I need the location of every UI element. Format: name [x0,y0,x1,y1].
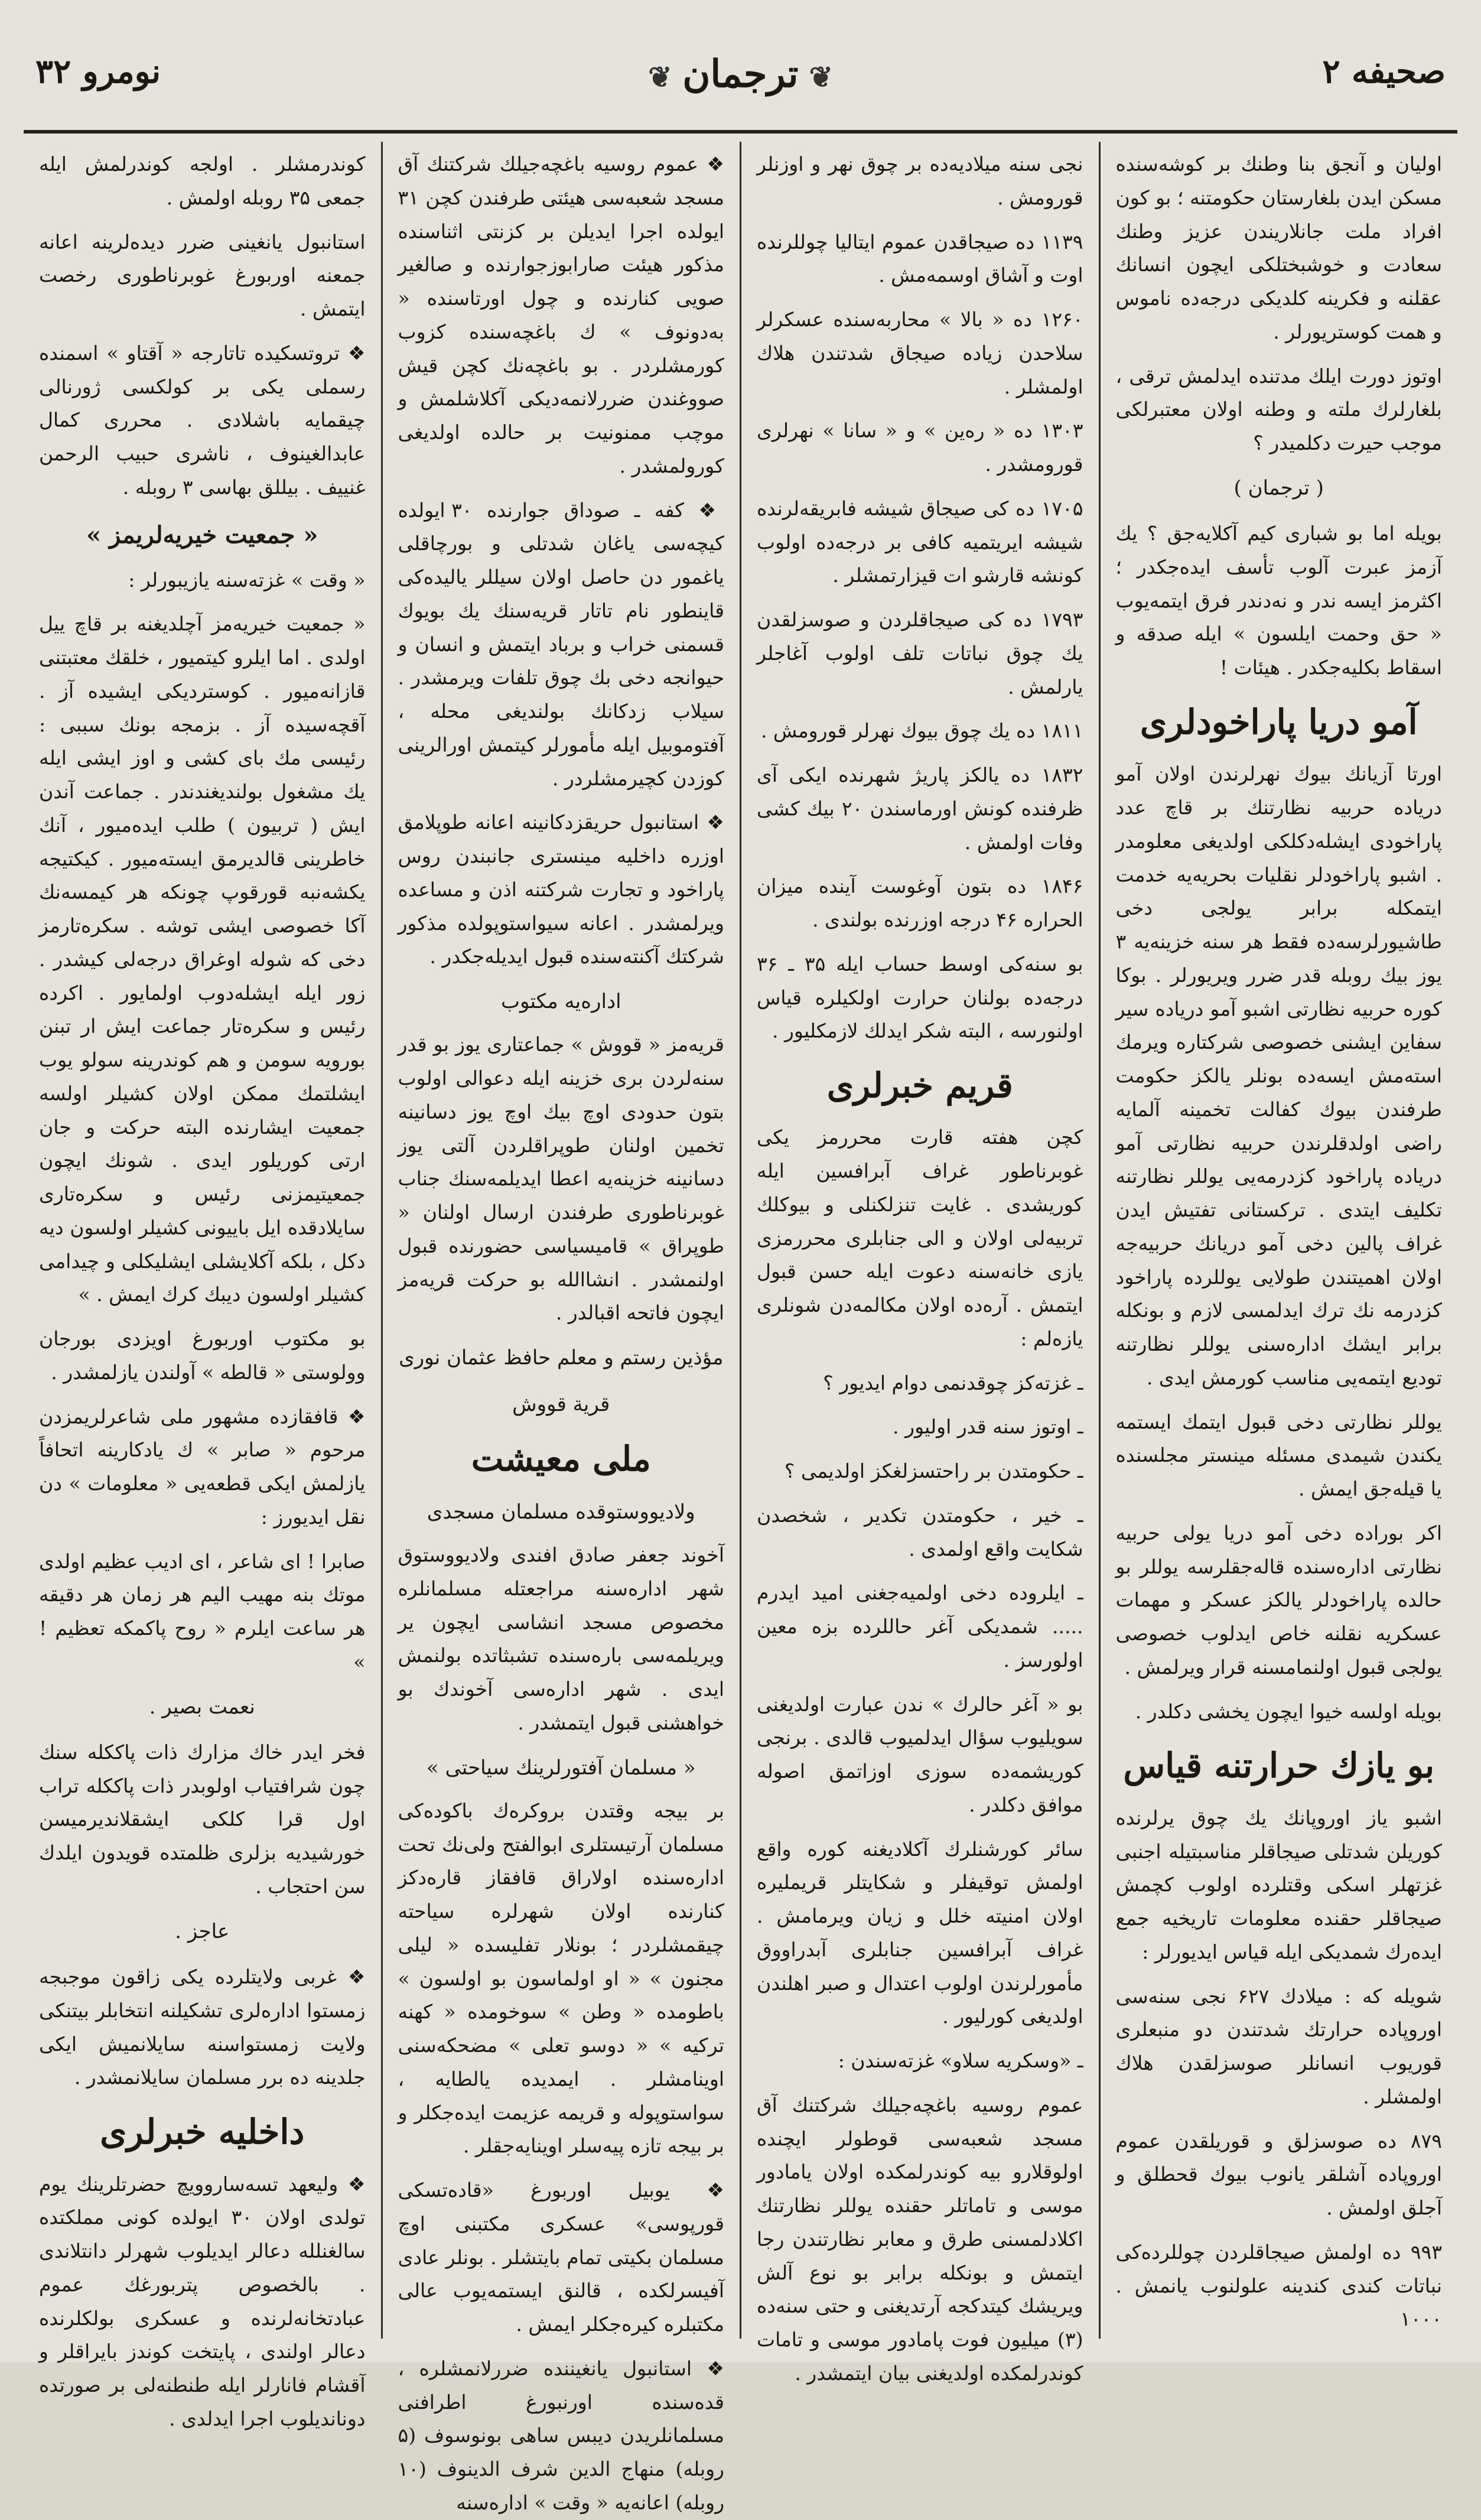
sub-heading: ادارەیه مکتوب [500,990,621,1013]
ornament-icon: ❦ [809,61,833,94]
paragraph: بویله اما بو شباری کیم آکلایەجق ؟ یك آزمز عبرت آلوب تأسف ایدەجکدر ؛ اکثرمز ایسه ندر و نەدندر فرق ایتمەیوب « حق وحمت ایلسون » ایله صدقه و اسقاط بکلیەجکدر . هیئات ! [1115,522,1442,679]
paragraph: اورتا آزیانك بیوك نهرلرندن اولان آمو دریادە حربیه نظارتنك بر قاچ عدد پاراخودی ایشلەدکلکی اولدیغی معلومدر . اشبو پاراخودلر نقلیات بحریه‌یه خدمت ایتمکله برابر یولجی دخی طاشیورلرسەده فقط هر سنه خزینه‌یه ۳ یوز بیك روبله قدر ضرر ویریورلر . بوکا کوره حربیه نظارتی اشبو آمو دریادە سیر سفاین ایشنی خصوصی شرکتاره ویرمك استەمش ایسەده بونلر یالکز حکومت طرفندن بیوك کفالت تخمینه آلمایه راضی اولدقلرندن حربیه نظارتی آمو دریاده پاراخود کزدرمەیی یوللر نظارتنه تکلیف ایتدی . ترکستانی تفتیش ایدن غراف پالین دخی آمو دریانك حربیەجه اولان اهمیتندن طولایی یوللرده پاراخود کزدرمه نك ترك ایدلمسی لازم و بونکله برابر ایشك ادارەسنی یوللر نظارتنه تودیع ایتمەیی مناسب کورمش ایدی . [1115,762,1442,1389]
paragraph: ۱۷۹۳ ده کی صیجاقلردن و صوسزلقدن یك چوق نباتات تلف اولوب آغاجلر یارلمش . [757,608,1083,698]
paragraph: نجی سنه میلادیەده بر چوق نهر و اوزنلر قورومش . [757,152,1083,209]
paragraph: شویله که : میلادك ۶۲۷ نجی سنه‌سی اوروپاده حرارتك شدتندن دو منبعلری قوریوب انسانلر صوسزلقدن هلاك اولمشلر . [1115,1984,1442,2108]
paragraph: ❖ ولیعهد تسەساروویچ حضرتلرینك یوم تولدی اولان ۳۰ ایولده کونی مملکتده سالغنلله دعالر ایدیلوب شهرلر دانتلاندی . بالخصوص پتربورغك عموم عبادتخانەلرنده و عسکری بولکلرنده دعالر اولندی ، پایتخت کوندز بایراقلر و آقشام فانارلر ایله طنطنه‌لی بر صورتده دوناندیلوب اجرا ایدلدی . [39,2172,366,2430]
paragraph: ۸۷۹ ده صوسزلق و قوریلقدن عموم اوروپاده آشلقر یانوب بیوك قحطلق و آجلق اولمش . [1115,2129,1442,2219]
paragraph: ـ حکومتدن بر راحتسزلغکز اولدیمی ؟ [784,1459,1083,1483]
signature: ( ترجمان ) [1233,476,1324,500]
sub-heading: « مسلمان آفتورلرینك سیاحتی » [426,1755,696,1780]
paragraph: صابرا ! ای شاعر ، ای ادیب عظیم اولدی موتك بنه مهیب الیم هر زمان هر دقیقه هر ساعت ایلرم « روح پاکمکه تعظیم ! » [39,1549,366,1673]
ornament-icon: ❦ [648,61,672,94]
paragraph: اکر بورادە دخی آمو دریا یولی حربیه نظارتی ادارەسنده قالەجقلرسە یوللر بو حالده پاراخودلر یالکز عسکر و مهمات عسکریه نقلنه خاص ایدلوب خصوصی یولجی قبول اولنمامسنه قرار ویرلمش . [1115,1521,1442,1679]
paragraph: کچن هفته قارت محررمز یکی غوبرناطور غراف آبرافسین ایله کوریشدی . غایت تنزلکنلی و بیوکلك تربیه‌لی اولان و الی جنابلری محررمزی یازی خانه‌سنه دعوت ایله حسن قبول ایتمش . آرەده اولان مکالمەدن شونلری یازەلم : [757,1126,1083,1350]
paragraph: ـ غزتەکز چوقدنمی دوام ایدیور ؟ [823,1371,1083,1394]
paragraph: ۱۸۳۲ ده یالکز پاریژ شهرنده ایکی آی ظرفنده کونش اورماسندن ۲۰ بیك کشی وفات اولمش . [757,763,1083,854]
paragraph: بو « آغر حالرك » ندن عبارت اولدیغنی سویلیوب سؤال ایدلمیوب قالدی . برنجی کوریشمەده سوزی اوزاتمق اصوله موافق دکلدر . [757,1692,1083,1816]
paragraph: ❖ عموم روسیه باغچەجیلك شرکتنك آق مسجد شعبه‌سی هیئتی طرفندن کچن ۳۱ ایولده اجرا ایدیلن بر کزنتی اثناسنده مذکور هیئت صارابوزجوارنده و صالغیر صویی کنارنده و چول اورتاسنده « بەدونوف » ك باغچەسندە کزوب کورمشلردر . بو باغچه‌نك کچن قیش صووغندن ضررلانمەدیکی آکلاشلمش و موچب ممنونیت بر حالده اولدیغی کورولمشدر . [398,152,724,477]
section-heading: « جمعیت خیریەلریمز » [86,521,318,549]
signature: قریة قووش [512,1392,610,1416]
paragraph: ❖ غربی ولایتلرده یکی زاقون موجبجه زمستوا ادارەلری تشکیلنه انتخابلر بیتنکی ولایت زمستواسنه سایلانمیش ایکی جلدینه ده برر مسلمان سایلانمشدر . [39,1965,366,2089]
paragraph: سائر کورشنلرك آکلادیغنه کوره واقع اولمش توقیفلر و شکایتلر قریملیره اولان امنیته خلل و زیان ویرمامش . غراف آبرافسین جنابلری آبدراووق مأمورلرندن اولوب اعتدال و صبر اهلندن اولدیغی کورلیور . [757,1837,1083,2028]
paragraph: ـ اوتوز سنه قدر اولیور . [893,1415,1083,1439]
paragraph: ۱۸۴۶ ده بتون آوغوست آینده میزان الحراره ۴۶ درجه اوزرنده بولندی . [757,874,1083,931]
signature: مؤذین رستم و معلم حافظ عثمان نوری [399,1346,724,1370]
page-number: صحیفه ۲ [1322,52,1446,91]
signature: عاجز . [175,1919,230,1943]
column-2 [740,142,1099,2385]
paragraph: بویله اولسه خیوا ایچون یخشی دکلدر . [1135,1699,1442,1723]
paragraph: ❖ یوبیل اوربورغ «قادەتسکی قورپوسی» عسکری مکتبنی اوچ مسلمان بکیتی تمام بایتشلر . بونلر عادی آفیسرلکده ، قالنق ایستمەیوب عالی مکتبلره کیرەجکلر ایمش . [398,2178,724,2336]
paragraph: « جمعیت خیریەمز آچلدیغنه بر قاچ ییل اولدی . اما ایلرو کیتمیور ، خلقك معتبتنی قازانەمیور . کوستردیکی ایشیده آز . آقچه‌سیده آز . بزمجه بونك سببی : رئیسی مك بای کشی و اوز ایشی ایله یك مشغول بولندیغندندر . جماعت آندن ایش ( تربیون ) طلب ایدەمیور ، آنك خاطرینی قالدیرمق ایستەمیور . کیکتیجه یکشەنبه قورقوپ چونکه هر کیمسەنك آکا خصوصی ایشی توشه . سکرەتارمز دخی که شوله اوغراق درجه‌لی کیشدر . زور ایله ایشلەدوب اولمایور . اکرده رئیس و سکرەتار جماعت ایش ار تبنن بورویه سومن و هم کوندرینه سولو یوب ایشلتمك ممکن اولان کشیلر اولسه جمعیت ایشارنده البته حرکت و جان ارتی کوریلور ایدی . شونك ایچون جمعیتیمزنی رئیس و سکرەتاری سایلادقده ایل باییونی کشیلر اولسون دیه دکل ، بلکه آکلایشلی ایشلیکلی و چیدامی کشیلر اولسون دیبك کرك ایمش . » [39,612,366,1306]
paragraph: فخر ایدر خاك مزارك ذات پاککله سنك چون شرافتیاب اولوبدر ذات پاککله تراب اول قرا کلکی ایشقلاندیرمیسن خورشیدیه بزلری ظلمتده قویدون ایلدك سن احتجاب . [39,1740,366,1898]
section-heading: ملی معیشت [471,1439,651,1480]
paragraph: بو سنه‌کی اوسط حساب ایله ۳۵ ـ ۳۶ درجەده بولنان حرارت اولکیلره قیاس اولنورسه ، البته شکر ایدلك لازمکلیور . [757,952,1083,1043]
paragraph: اوتوز دورت ایلك مدتنده ایدلمش ترقی ، بلغارلرك ملته و وطنه اولان معتبرلکی موجب حیرت دکلمیدر ؟ [1115,364,1442,454]
paragraph: کوندرمشلر . اولجه کوندرلمش ایله جمعی ۳۵ روبله اولمش . [39,152,366,209]
paragraph: ۱۳۰۳ ده « رەین » و « سانا » نهرلری قورومشدر . [757,419,1083,476]
section-heading: بو یازك حرارتنه قیاس [1123,1745,1435,1786]
paragraph: بر بیجه وقتدن بروکرەك باکودەکی مسلمان آرتیستلری ابوالفتح ولی‌نك تحت ادارەسنده اولاراق قافقاز قارەدکز کنارنده اولان شهرلره سیاحته چیقمشلردر ؛ بونلار تفلیسده « لیلی مجنون » « او اولماسون بو اولسون » باطومده « وطن » سوخومده « کهنه ترکیه » « دوسو تعلی » مضحکەسنی اوینامشلر . ایمدیده یالطایه ، سواستوپوله و قریمه عزیمت ایدەجکلر و بر بیجه تازه پیەسلر اوینایەجقلر . [398,1799,724,2158]
paragraph: بو مکتوب اوربورغ اویزدی بورجان وولوستی « قالطه » آولندن یازلمشدر . [39,1327,366,1384]
paragraph: ❖ تروتسکیده تاتارجه « آقتاو » اسمنده رسملی یکی بر کولکسی ژورنالی چیقمایه باشلادی . محرری کمال عابدالغینوف ، ناشری حبیب الرحمن غنییف . بیللق بهاسی ۳ روبله . [39,341,366,499]
paragraph: یوللر نظارتی دخی قبول ایتمك ایستمه یکندن شیمدی مسئله مینستر مجلسنده یا قیلەجق ایمش . [1115,1410,1442,1501]
paragraph: اشبو یاز اوروپانك یك چوق یرلرنده کوریلن شدتلی صیجاقلر مناسبتیله اجنبی غزتهلر اسکی وقتلرده اولوب کچمش صیجاقلر حقنده معلومات تاریخیه جمع ایدەرك شمدیکی ایله قیاس ایدیورلر : [1115,1806,1442,1963]
section-heading: قریم خبرلری [826,1065,1013,1105]
paragraph: عموم روسیه باغچەجیلك شرکتنك آق مسجد شعبه‌سی قوطولر ایچنده اولوقلارو بیه کوندرلمکده اولان یامادور موسی و تاماتلر حقنده یوللر نظارتنك اکلادلمسنی طرق و معابر نظارتندن رجا ایتمش و بونکله برابر بو نوع آلش ویریشك کیتدکجه آرتدیغنی و حتی سنه‌ده (۳) میلیون فوت پامادور موسی و تامات کوندرلمکده اولدیغنی بیان ایتمشدر . [757,2093,1083,2385]
paragraph: ـ خیر ، حکومتدن تکدیر ، شخصدن شکایت واقع اولمدی . [757,1503,1083,1560]
paragraph: ۱۷۰۵ ده کی صیجاق شیشه فابریقەلرنده شیشه ایریتمیه کافی بر درجەده اولوب کونشه قارشو ات قیزارتمشلر . [757,496,1083,587]
column-4 [24,142,381,2430]
paragraph: ـ ایلروده دخی اولمیەجغنی امید ایدرم ..... شمدیکی آغر حاللرده بزه معین اولورسز . [757,1581,1083,1672]
paragraph: « وقت » غزتەسنه یازیبورلر : [128,568,366,591]
column-1 [1099,142,1458,2339]
signature: نعمت بصیر . [149,1695,255,1719]
paragraph: اولیان و آنجق بنا وطنك بر کوشەسندە مسکن ایدن بلغارستان حکومتنه ؛ بو کون افراد ملت جانلاریندن عزیز وطنك سعادت و خوشبختلکی ایچون انسانك عقلنه و فکرینه کلدیکی درجەده ناموس و همت کوستریورلر . [1115,152,1442,343]
paragraph: ۱۲۶۰ ده « بالا » محاربه‌سنده عسکرلر سلاحدن زیاده صیجاق شدتندن هلاك اولمشلر . [757,308,1083,398]
section-heading: آمو دریا پاراخودلری [1140,701,1418,742]
paragraph: ۱۱۳۹ ده صیجاقدن عموم ایتالیا چوللرنده اوت و آشاق اوسمەمش . [757,230,1083,287]
paragraph: ❖ استانبول یانغیننده ضررلانمشلره ، قده‌سنده اورنبورغ اطرافنی مسلمانلریدن دیبس ساهی بونوسوف (۵ روبله) منهاج الدین شرف الدینوف (۱۰ روبله) اعانەیه « وقت » ادارەسنه [398,2356,724,2514]
paragraph: ❖ قافقازده مشهور ملی شاعرلریمزدن مرحوم « صابر » ك یادکارینه اتحافاً یازلمش ایکی قطعه‌یی « معلومات » دن نقل ایدیورز : [39,1404,366,1529]
paragraph: ـ «وسکریه سلاو» غزتەسندن : [838,2049,1083,2073]
newspaper-title [637,52,844,96]
column-3 [381,142,740,2514]
paragraph: آخوند جعفر صادق افندی ولادیووستوق شهر ادارەسنه مراجعتله مسلمانلره مخصوص مسجد انشاسی ایچون یر ویریلمەسی بارەسنده تشبثاتده بولنمش ایدی . شهر ادارەسی آخوندك بو خواهشنی قبول ایتمشدر . [398,1543,724,1734]
paragraph: ۹۹۳ ده اولمش صیجاقلردن چوللردەکی نباتات کندی کندینه علولنوب یانمش . ۱۰۰۰ [1115,2240,1442,2331]
sub-heading: ولادیووستوقده مسلمان مسجدی [427,1500,695,1524]
issue-number: نومرو ۳۲ [35,52,161,91]
masthead-text: ترجمان [682,52,799,96]
paragraph: ۱۸۱۱ ده یك چوق بیوك نهرلر قورومش . [760,719,1083,743]
columns [24,142,1457,2514]
paragraph: ❖ استانبول حریقزدکانینه اعانه طوپلامق اوزره داخلیه مینستری جانبندن روس پاراخود و تجارت شرکتنه اذن و مساعده ویرلمشدر . اعانه سیواستوپولده مذکور شرکتك آکنتەسنده قبول ایدیلەجکدر . [398,811,724,968]
paragraph: ❖ کفه ـ صوداق جوارنده ۳۰ ایولده کیچه‌سی یاغان شدتلی و بورچاقلی یاغمور دن حاصل اولان سیللر یالیدەکی قاینطور نام تاتار قریه‌سنك یك بویوك قسمنی خراب و برباد ایتمش و انسان و حیوانجه دخی بك چوق تلفات ویرمشدر . سیلاب زدکانك بولندیغی محله ، آفتوموبیل ایله مأمورلر کیتمش اورالرینی کوزدن کچیرمشلردر . [398,498,724,790]
page-header [24,35,1457,134]
paragraph: قریەمز « قووش » جماعتاری یوز بو قدر سنه‌لردن بری خزینه ایله دعوالی اولوب بتون حدودی اوچ بیك اوچ یوز دسانینه تخمین اولنان طوپراقلردن آلتی یوز دسانینه خزینه‌یه اعطا ایدیلمەسنك جناب غوبرناطوری طرفندن ارسال اولنان « طوپراق » قامیسیاسی حضورنده قبول اولنمشدر . انشاالله بو حرکت قریەمز ایچون فاتحه اقبالدر . [398,1033,724,1325]
section-heading: داخلیه خبرلری [100,2112,305,2152]
paragraph: استانبول یانغینی ضرر دیدەلرینه اعانه جمعنه اوربورغ غوبرناطوری رخصت ایتمش . [39,230,366,320]
